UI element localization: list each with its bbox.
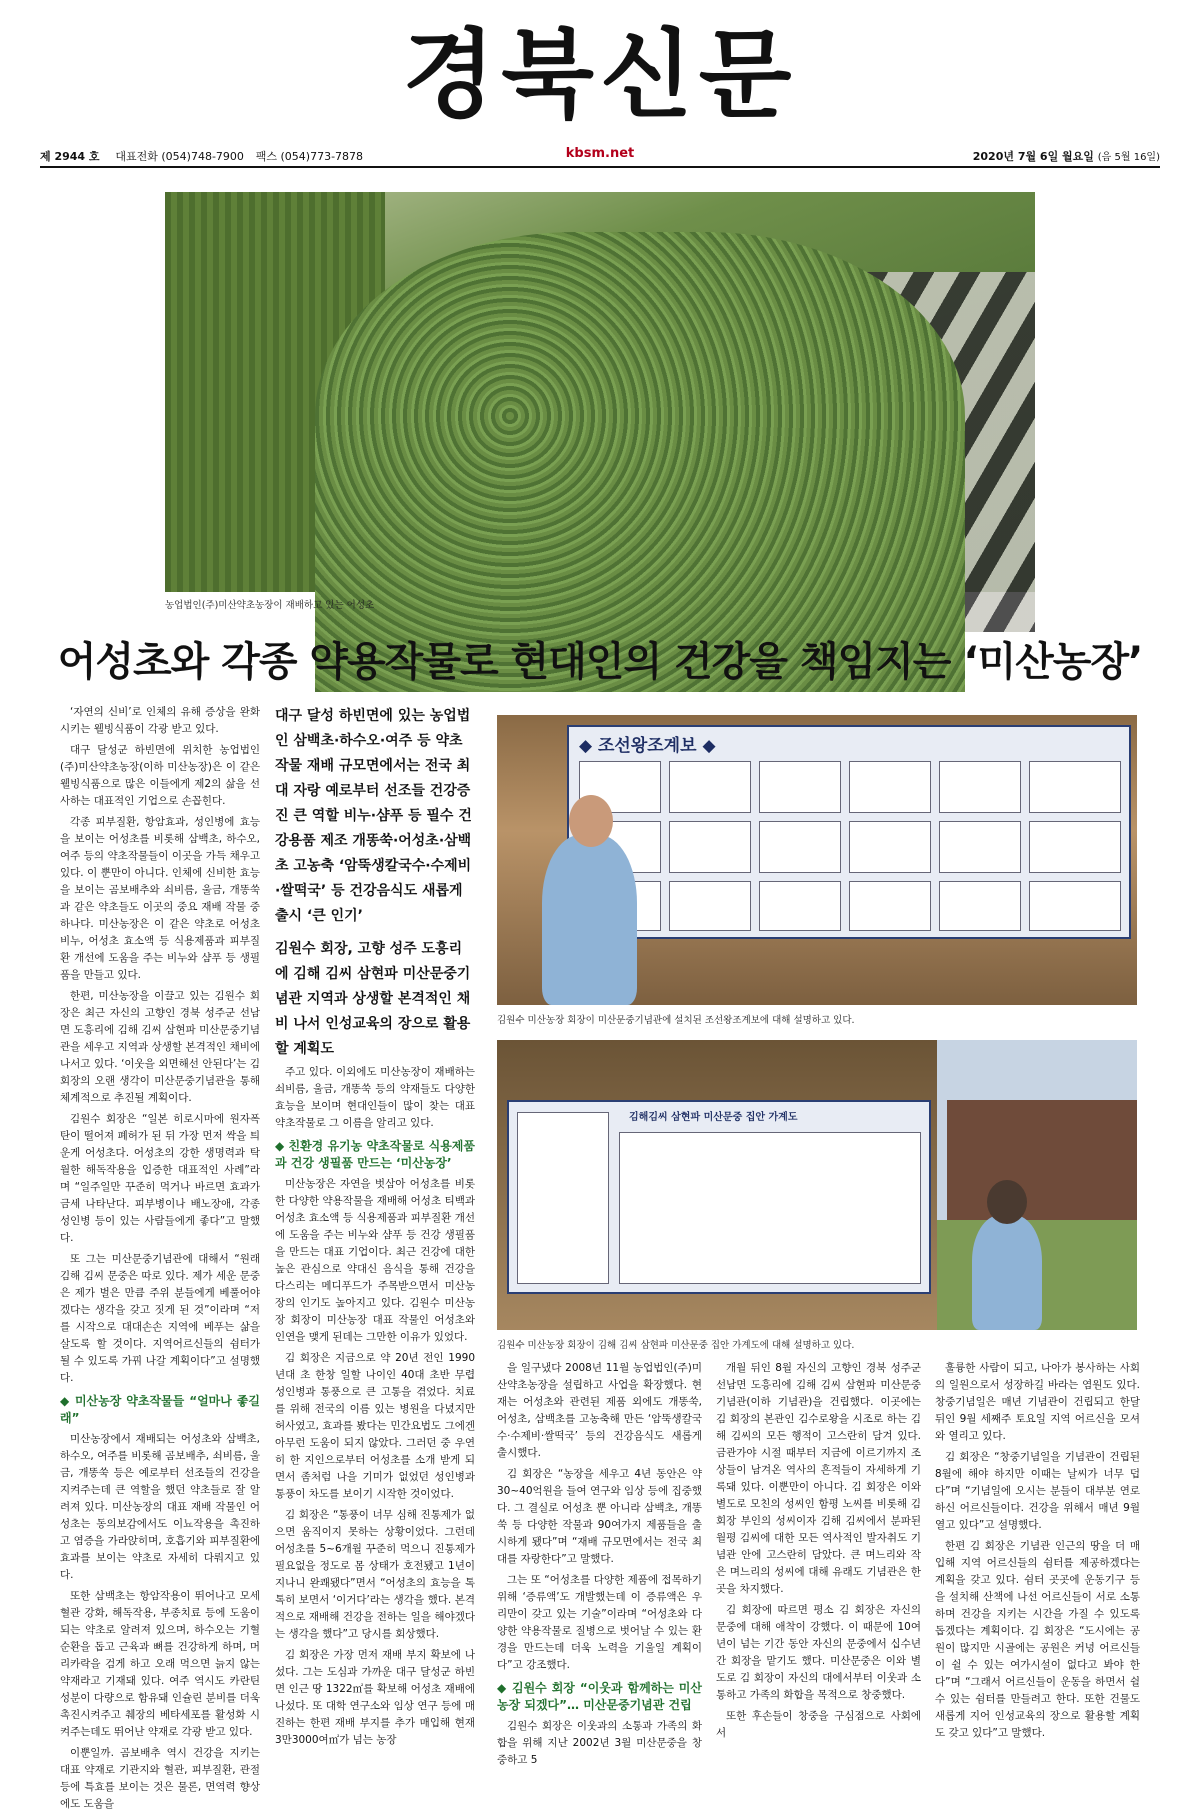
col1-paragraph: 또 그는 미산문중기념관에 대해서 “원래 김해 김씨 문중은 따로 있다. 제가 세운 문중은 제가 벌은 만큼 주위 분들에게 베풀어야겠다는 생각을 갖고 짓게 된 것”이라며 “저를 시작으로 대대손손 지역에 베푸는 삶을 살도록 할 것이다. 지역어르신들의 쉼터가 될 수 있도록 가꿔 나갈 계획이다”고 설명했다. xyxy=(60,1253,260,1384)
col2-paragraph: 주고 있다. 이외에도 미산농장이 재배하는 쇠비름, 울금, 개똥쑥 등의 약재들도 다양한 효능을 보이며 현대인들이 많이 찾는 대표 약초작물로 그 이름을 알리고 있다. xyxy=(275,1066,475,1129)
column-2 xyxy=(275,1064,475,1746)
masthead-title: 경북신문 xyxy=(402,19,798,131)
issue-fax: 팩스 (054)773-7878 xyxy=(255,150,364,163)
family-tree-board xyxy=(507,1100,931,1294)
col2-paragraph: 김 회장은 가장 먼저 재배 부지 확보에 나섰다. 그는 도심과 가까운 대구 달성군 하빈면 인근 땅 1322㎡를 확보해 어성초 재배에 나섰다. 또 대학 연구소와 임상 연구 등에 매진하는 한편 재배 부지를 추가 매입해 현재 3만3000여㎡가 넘는 농장 xyxy=(275,1649,475,1746)
man-head xyxy=(569,795,613,847)
col3-paragraph: 김 회장은 “농장을 세우고 4년 동안은 약 30~40억원을 들여 연구와 임상 등에 집중했다. 그 결실로 어성초 뿐 아니라 삼백초, 개똥쑥 등 다양한 작물과 90여가지 제품들을 출시하게 됐다”며 “재배 규모면에서는 전국 최대를 자랑한다”고 말했다. xyxy=(497,1468,702,1565)
col2-paragraph: 김 회장은 지금으로 약 20년 전인 1990년대 초 한창 일할 나이인 40대 초반 무렵 성인병과 통풍으로 큰 고통을 겪었다. 치료를 위해 전국의 이름 있는 병원을 다녔지만 허사였고, 효과를 봤다는 민간요법도 그에겐 아무런 도움이 되지 않았다. 그러던 중 우연히 한 지인으로부터 어성초를 소개 받게 되면서 좀처럼 나을 기미가 없었던 성인병과 통풍이 차도를 보이기 시작한 것이었다. xyxy=(275,1352,475,1500)
col3-paragraph: 김원수 회장은 이웃과의 소통과 가족의 화합을 위해 지난 2002년 3월 미산문중을 창중하고 5 xyxy=(497,1720,702,1766)
site-link[interactable]: kbsm.net xyxy=(565,146,635,161)
main-photo xyxy=(165,192,1035,592)
subheading-1: ◆ 미산농장 약초작물들 “얼마나 좋길래” xyxy=(60,1394,260,1425)
col1-paragraph: 각종 피부질환, 항암효과, 성인병에 효능을 보이는 어성초를 비롯해 삼백초, 하수오, 여주 등의 약초작물들이 이곳을 가득 채우고 있다. 이 뿐만이 아니다. 인체에 신비한 효능을 보이는 곰보배추와 쇠비름, 울금, 개똥쑥과 같은 약초들도 이곳의 중요 재배 작물 중 하나다. 미산농장은 이 같은 약초로 어성초 비누, 어성초 효소액 등 식용제품과 피부질환 개선에 도움을 주는 비누와 샴푸 등 생필품을 만들고 있다. xyxy=(60,816,260,981)
column-1 xyxy=(60,704,260,1810)
col4-paragraph: 개월 뒤인 8월 자신의 고향인 경북 성주군 선남면 도흥리에 김해 김씨 삼현파 미산문중기념관(이하 기념관)을 건립했다. 이곳에는 김 회장의 본관인 김수로왕을 시조로 하는 김해 김씨의 모든 행적이 고스란히 담겨 있다. 금관가야 시절 때부터 지금에 이르기까지 조상들이 남겨온 역사의 흔적들이 자세하게 기록돼 있다. 이뿐만이 아니다. 김 회장은 이와 별도로 모친의 성씨인 함평 노씨를 비롯해 김 회장 부인의 성씨이자 김해 김씨에서 분파된 월평 김씨에 대한 모든 역사적인 발자취도 기념관 안에 고스란히 담았다. 큰 며느리와 작은 며느리의 성씨에 대해 유래도 기념관은 한 곳을 차지했다. xyxy=(716,1362,921,1595)
photo-family-tree xyxy=(497,1040,1137,1330)
col2-paragraph: 김 회장은 “통풍이 너무 심해 진통제가 없으면 움직이지 못하는 상황이었다. 그런데 어성초를 5~6개월 꾸준히 먹으니 진통제가 필요없을 정도로 몸 상태가 호전됐고 1년이 지나니 완쾌됐다”면서 “어성초의 효능을 톡톡히 보면서 ‘이거다’라는 생각을 했다. 본격적으로 재배해 건강을 전하는 일을 해야겠다는 생각을 했다”고 당시를 회상했다. xyxy=(275,1509,475,1640)
photo-royal-genealogy xyxy=(497,715,1137,1005)
subheading-3: ◆ 김원수 회장 “이웃과 함께하는 미산농장 되겠다”… 미산문중기념관 건립 xyxy=(497,1681,702,1712)
man-head-2 xyxy=(987,1180,1027,1224)
lead-paragraph-1: 대구 달성 하빈면에 있는 농업법인 삼백초·하수오·여주 등 약초작물 재배 규모면에서는 전국 최대 자랑 예로부터 선조들 건강증진 큰 역할 비누·샴푸 등 필수 건강용품 제조 개똥쑥·어성초·삼백초 고농축 ‘암뚝생칼국수·수제비·쌀떡국’ 등 건강음식도 새롭게 출시 ‘큰 인기’ xyxy=(275,708,472,924)
col5-paragraph: 한편 김 회장은 기념관 인근의 땅을 더 매입해 지역 어르신들의 쉼터를 제공하겠다는 계획을 갖고 있다. 쉼터 곳곳에 운동기구 등을 설치해 산책에 나선 어르신들이 서로 소통하며 건강을 지키는 시간을 가질 수 있도록 돕겠다는 계획이다. 김 회장은 “도시에는 공원이 많지만 시골에는 공원은 커녕 어르신들이 쉴 수 있는 여가시설이 없다고 봐야 한다”며 “그래서 어르신들이 운동을 하면서 쉴 수 있는 쉼터를 만들려고 한다. 또한 건물도 새롭게 지어 인성교육의 장으로 활용할 계획도 갖고 있다”고 말했다. xyxy=(935,1540,1140,1739)
memorial-building xyxy=(947,1100,1137,1220)
col1-paragraph: 미산농장에서 재배되는 어성초와 삼백초, 하수오, 여주를 비롯해 곰보배추, 쇠비름, 울금, 개똥쑥 등은 예로부터 선조들의 건강을 지켜주는데 큰 역할을 했던 약초들로 잘 알려져 있다. 미산농장의 대표 재배 작물인 어성초는 동의보감에서도 이뇨작용을 촉진하고 염증을 가라앉히며, 호흡기와 피부질환에 효과를 보이는 약초로 자세히 다뤄지고 있다. xyxy=(60,1433,260,1581)
man-figure-2 xyxy=(972,1215,1042,1330)
herb-bed xyxy=(315,232,965,692)
photo3-caption: 김원수 미산농장 회장이 김해 김씨 삼현파 미산문중 집안 가계도에 대해 설명하고 있다. xyxy=(497,1340,855,1351)
header-rule xyxy=(40,166,1160,168)
col1-paragraph: 또한 삼백초는 항암작용이 뛰어나고 모세혈관 강화, 해독작용, 부종치료 등에 도움이 되는 약초로 알려져 있으며, 하수오는 기혈순환을 돕고 근육과 뼈를 건강하게 하며, 머리카락을 검게 하고 오래 먹으면 늙지 않는 약재라고 기재돼 있다. 여주 역시도 카란틴 성분이 다량으로 함유돼 인슐린 분비를 더욱 촉진시켜주고 췌장의 베타세포를 활성화 시켜주는데도 뛰어난 약재로 각광 받고 있다. xyxy=(60,1590,260,1738)
col4-paragraph: 또한 후손들이 창중을 구심점으로 사회에서 xyxy=(716,1710,921,1739)
lead-summary xyxy=(275,704,475,1057)
col1-paragraph: 이뿐일까. 곰보배추 역시 건강을 지키는 대표 약재로 기관지와 혈관, 피부질환, 관절 등에 특효를 보이는 것은 물론, 면역력 향상에도 도움을 xyxy=(60,1747,260,1810)
lead-paragraph-2: 김원수 회장, 고향 성주 도흥리에 김해 김씨 삼현파 미산문중기념관 지역과 상생할 본격적인 채비 나서 인성교육의 장으로 활용할 계획도 xyxy=(275,941,471,1057)
column-4 xyxy=(716,1360,921,1739)
col1-paragraph: ‘자연의 신비’로 인체의 유해 증상을 완화시키는 웰빙식품이 각광 받고 있다. xyxy=(60,706,260,735)
col1-paragraph: 김원수 회장은 “일본 히로시마에 원자폭탄이 떨어져 폐허가 된 뒤 가장 먼저 싹을 틔운게 어성초다. 어성초의 강한 생명력과 탁월한 해독작용을 입증한 대표적인 사례”라며 “일주일만 꾸준히 먹거나 바르면 효과가 금세 나타난다. 피부병이나 배노장애, 각종 성인병 등이 있는 사람들에게 좋다”고 말했다. xyxy=(60,1113,260,1244)
col3-paragraph: 그는 또 “어성초를 다양한 제품에 접목하기 위해 ‘증류액’도 개발했는데 이 증류액은 우리만이 갖고 있는 기술”이라며 “어성초와 다양한 약용작물로 질병으로 벗어날 수 있는 환경을 만드는데 더욱 노력을 기울일 계획이다”고 강조했다. xyxy=(497,1574,702,1671)
col5-paragraph: 김 회장은 “창중기념일을 기념관이 건립된 8월에 해야 하지만 이때는 날씨가 너무 덥다”며 “기념일에 오시는 분들이 대부분 연로하신 어르신들이다. 건강을 위해서 매년 9월 열고 있다”고 설명했다. xyxy=(935,1451,1140,1531)
issue-number-text: 제 2944 호 xyxy=(40,150,100,163)
col1-paragraph: 대구 달성군 하빈면에 위치한 농업법인(주)미산약초농장(이하 미산농장)은 이 같은 웰빙식품으로 많은 이들에게 제2의 삶을 선사하는 대표적인 기업으로 손꼽힌다. xyxy=(60,744,260,807)
headline: 어성초와 각종 약용작물로 현대인의 건강을 책임지는 ‘미산농장’ xyxy=(57,639,1143,685)
col3-paragraph: 을 일구냈다 2008년 11월 농업법인(주)미산약초농장을 설립하고 사업을 확장했다. 현재는 어성초와 관련된 제품 외에도 개똥쑥, 어성초, 삼백초를 고농축해 만든 ‘암뚝생칼국수·수제비·쌀떡국’ 등의 건강음식도 새롭게 출시했다. xyxy=(497,1362,702,1459)
issue-date xyxy=(973,148,1160,164)
col5-paragraph: 훌륭한 사람이 되고, 나아가 봉사하는 사회의 일원으로서 성장하길 바라는 염원도 있다. 창중기념일은 매년 기념관이 건립되고 한달 뒤인 9월 세째주 토요일 지역 어르신을 모셔와 열리고 있다. xyxy=(935,1362,1140,1442)
column-3 xyxy=(497,1360,702,1766)
issue-number xyxy=(40,148,363,164)
subheading-2: ◆ 친환경 유기농 약초작물로 식용제품과 건강 생필품 만드는 ‘미산농장’ xyxy=(275,1139,475,1170)
genealogy-board-title: ◆ 조선왕조계보 ◆ xyxy=(579,736,716,756)
col1-paragraph: 한편, 미산농장을 이끌고 있는 김원수 회장은 최근 자신의 고향인 경북 성주군 선남면 도흥리에 김해 김씨 삼현파 미산문중기념관을 세우고 지역과 상생할 본격적인 채비에 나서고 있다. ‘이웃을 외면해선 안된다’는 김 회장의 오랜 생각이 미산문중기념관을 통해 체계적으로 추진될 계획이다. xyxy=(60,990,260,1104)
col2-paragraph: 미산농장은 자연을 벗삼아 어성초를 비롯한 다양한 약용작물을 재배해 어성초 티백과 어성초 효소액 등 식용제품과 피부질환 개선에 도움을 주는 비누와 샴푸 등 건강 생필품을 만드는 대표 기업이다. 최근 건강에 대한 높은 관심으로 약대신 음식을 통해 건강을 다스리는 메디푸드가 주목받으면서 미산농장의 인기도 높아지고 있다. 김원수 미산농장 회장이 미산농장 대표 작물인 어성초와 인연을 맺게 된데는 그만한 이유가 있었다. xyxy=(275,1178,475,1343)
photo2-caption: 김원수 미산농장 회장이 미산문중기념관에 설치된 조선왕조계보에 대해 설명하고 있다. xyxy=(497,1015,855,1026)
column-5 xyxy=(935,1360,1140,1739)
col4-paragraph: 김 회장에 따르면 평소 김 회장은 자신의 문중에 대해 애착이 강했다. 이 때문에 10여년이 넘는 기간 동안 자신의 문중에서 십수년간 회장을 맡기도 했다. 미산문중은 이와 별도로 김 회장이 자신의 대에서부터 이웃과 소통하고 가족의 화합을 목적으로 창중했다. xyxy=(716,1604,921,1701)
issue-lunar: (음 5월 16일) xyxy=(1097,152,1160,163)
man-figure xyxy=(542,835,637,1005)
genealogy-board xyxy=(567,725,1131,939)
issue-date-text: 2020년 7월 6일 월요일 xyxy=(972,150,1094,163)
family-tree-title: 김해김씨 삼현파 미산문중 집안 가계도 xyxy=(629,1112,798,1123)
main-photo-caption: 농업법인(주)미산약초농장이 재배하고 있는 어성초 xyxy=(165,600,375,611)
issue-tel: 대표전화 (054)748-7900 xyxy=(115,150,244,163)
